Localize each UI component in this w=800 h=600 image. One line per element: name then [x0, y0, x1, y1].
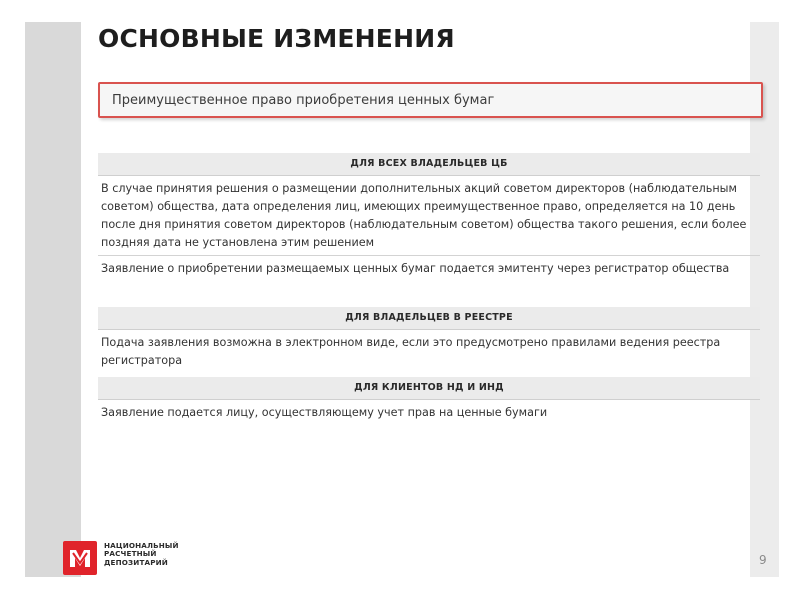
table-row: Заявление о приобретении размещаемых ценных бумаг подается эмитенту через регистратор общества — [101, 262, 730, 275]
table-row: Подача заявления возможна в электронном виде, если это предусмотрено правилами ведения реестра регистратора — [101, 336, 721, 367]
changes-table — [98, 153, 760, 425]
page-number: 9 — [759, 553, 767, 567]
section-header-registry-owners: ДЛЯ ВЛАДЕЛЬЦЕВ В РЕЕСТРЕ — [98, 307, 760, 330]
logo-line-2: РАСЧЕТНЫЙ — [104, 549, 157, 559]
logo-line-1: НАЦИОНАЛЬНЫЙ — [104, 541, 179, 550]
section-gap — [98, 281, 760, 307]
table-row: Заявление подается лицу, осуществляющему учет прав на ценные бумаги — [101, 406, 548, 419]
logo-line-3: ДЕПОЗИТАРИЙ — [104, 557, 168, 567]
subtitle-text: Преимущественное право приобретения ценных бумаг — [112, 92, 495, 108]
table-row: В случае принятия решения о размещении дополнительных акций советом директоров (наблюдательным советом) общества, дата определения лиц, имеющих преимущественное право, определяется на 10 день после дня принятия советом директоров (наблюдательным советом) общества такого решения, если более поздняя дата не установлена этим решением — [98, 176, 760, 256]
left-decor-band — [25, 22, 81, 577]
logo-text — [104, 542, 179, 567]
page-title: ОСНОВНЫЕ ИЗМЕНЕНИЯ — [98, 24, 455, 53]
section-header-all-owners: ДЛЯ ВСЕХ ВЛАДЕЛЬЦЕВ ЦБ — [98, 153, 760, 176]
ndc-logo-icon — [63, 541, 97, 575]
subtitle-box — [98, 82, 763, 118]
section-header-nd-clients: ДЛЯ КЛИЕНТОВ НД И ИНД — [98, 377, 760, 400]
